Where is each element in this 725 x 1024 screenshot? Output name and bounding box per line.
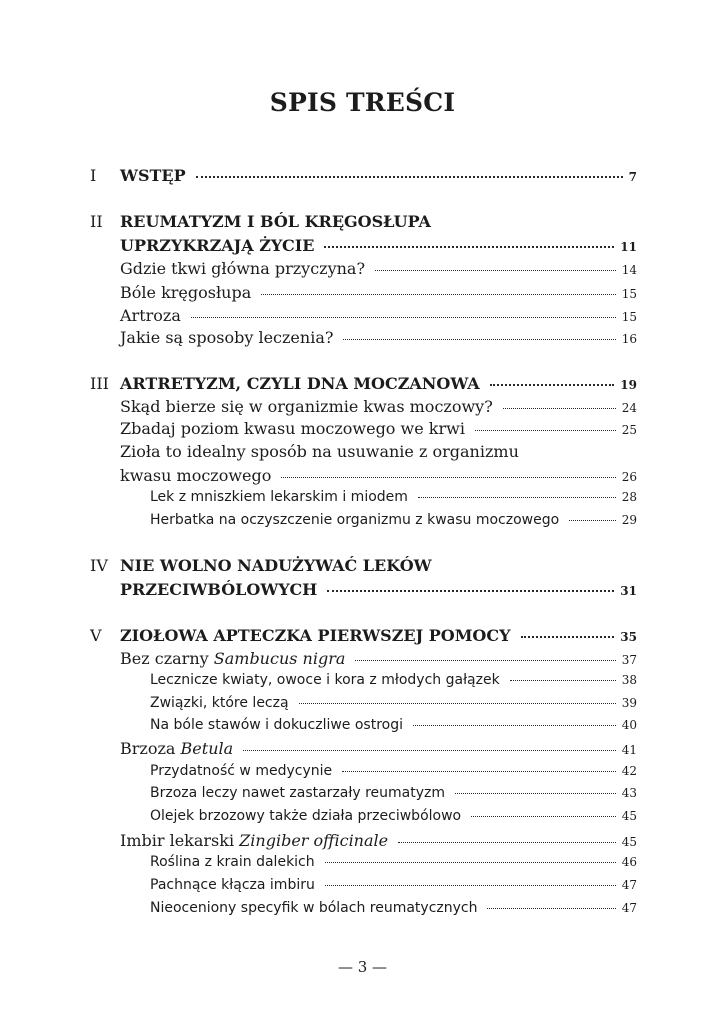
- dot-leader: [413, 725, 616, 726]
- toc-entry[interactable]: Gdzie tkwi główna przyczyna? 14: [120, 259, 637, 278]
- page-number: 45: [621, 809, 637, 823]
- dot-leader: [325, 862, 616, 863]
- dot-leader: [196, 176, 623, 178]
- page-number: 15: [621, 310, 637, 324]
- chapter-heading-line: REUMATYZM I BÓL KRĘGOSŁUPA: [120, 212, 431, 231]
- page-number: 45: [621, 835, 637, 849]
- toc-subentry[interactable]: Lecznicze kwiaty, owoce i kora z młodych gałązek 38: [150, 672, 637, 688]
- dot-leader: [418, 497, 616, 498]
- page-number: 46: [621, 855, 637, 869]
- dot-leader: [324, 246, 614, 248]
- page-number: 24: [621, 401, 637, 415]
- chapter-number: III: [90, 374, 109, 393]
- page-number: 16: [621, 332, 637, 346]
- dot-leader: [490, 384, 615, 386]
- toc-entry[interactable]: Jakie są sposoby leczenia? 16: [120, 328, 637, 347]
- dot-leader: [375, 270, 616, 271]
- page-number: 29: [621, 513, 637, 527]
- chapter-number: I: [90, 166, 97, 185]
- page-number: 19: [620, 378, 637, 392]
- page-number: 26: [621, 470, 637, 484]
- toc-subentry[interactable]: Przydatność w medycynie 42: [150, 763, 637, 779]
- dot-leader: [510, 680, 616, 681]
- page-number: 7: [628, 170, 637, 184]
- page-number: 42: [621, 764, 637, 778]
- toc-entry[interactable]: Skąd bierze się w organizmie kwas moczowy? 24: [120, 397, 637, 416]
- toc-entry[interactable]: Artroza 15: [120, 306, 637, 325]
- latin-name: Betula: [180, 739, 234, 758]
- chapter-number: IV: [90, 556, 108, 575]
- page-number: 11: [620, 240, 637, 254]
- toc-subentry[interactable]: Herbatka na oczyszczenie organizmu z kwasu moczowego 29: [150, 512, 637, 528]
- dot-leader: [343, 339, 615, 340]
- dot-leader: [455, 793, 616, 794]
- toc-entry[interactable]: Brzoza Betula 41: [120, 739, 637, 758]
- dot-leader: [261, 294, 615, 295]
- dot-leader: [471, 816, 616, 817]
- toc-entry[interactable]: ZIOŁOWA APTECZKA PIERWSZEJ POMOCY 35: [120, 626, 637, 645]
- page-number: 31: [620, 584, 637, 598]
- toc-entry[interactable]: WSTĘP 7: [120, 166, 637, 185]
- toc-entry[interactable]: PRZECIWBÓLOWYCH 31: [120, 580, 637, 599]
- toc-entry[interactable]: UPRZYKRZAJĄ ŻYCIE 11: [120, 236, 637, 255]
- latin-name: Zingiber officinale: [239, 831, 389, 850]
- dot-leader: [325, 885, 616, 886]
- toc-subentry[interactable]: Roślina z krain dalekich 46: [150, 854, 637, 870]
- page-number: 40: [621, 718, 637, 732]
- chapter-number: V: [90, 626, 102, 645]
- page-number: 41: [621, 743, 637, 757]
- toc-entry[interactable]: Imbir lekarski Zingiber officinale 45: [120, 831, 637, 850]
- chapter-heading-line: NIE WOLNO NADUŻYWAĆ LEKÓW: [120, 556, 432, 575]
- page-number: 35: [620, 630, 637, 644]
- page-number: 25: [621, 423, 637, 437]
- page-number: 28: [621, 490, 637, 504]
- toc-title: SPIS TREŚCI: [269, 88, 456, 117]
- dot-leader: [487, 908, 615, 909]
- dot-leader: [569, 520, 616, 521]
- page-number: 15: [621, 287, 637, 301]
- dot-leader: [327, 590, 614, 592]
- page-number: 37: [621, 653, 637, 667]
- toc-entry[interactable]: Zbadaj poziom kwasu moczowego we krwi 25: [120, 419, 637, 438]
- dot-leader: [475, 430, 616, 431]
- toc-subentry[interactable]: Związki, które leczą 39: [150, 695, 637, 711]
- toc-entry[interactable]: ARTRETYZM, CZYLI DNA MOCZANOWA 19: [120, 374, 637, 393]
- dot-leader: [342, 771, 616, 772]
- dot-leader: [281, 477, 615, 478]
- page-number: 47: [621, 901, 637, 915]
- latin-name: Sambucus nigra: [213, 649, 346, 668]
- page-number: 14: [621, 263, 637, 277]
- toc-entry[interactable]: kwasu moczowego 26: [120, 466, 637, 485]
- chapter-number: II: [90, 212, 103, 231]
- toc-subentry[interactable]: Na bóle stawów i dokuczliwe ostrogi 40: [150, 717, 637, 733]
- dot-leader: [398, 842, 616, 843]
- toc-subentry[interactable]: Nieoceniony specyfik w bólach reumatycznych 47: [150, 900, 637, 916]
- dot-leader: [521, 636, 615, 638]
- page-number: 47: [621, 878, 637, 892]
- dot-leader: [243, 750, 616, 751]
- dot-leader: [191, 317, 616, 318]
- page-footer-number: — 3 —: [337, 958, 388, 976]
- toc-subentry[interactable]: Olejek brzozowy także działa przeciwbólowo 45: [150, 808, 637, 824]
- dot-leader: [355, 660, 615, 661]
- toc-subentry[interactable]: Lek z mniszkiem lekarskim i miodem 28: [150, 489, 637, 505]
- toc-entry[interactable]: Bez czarny Sambucus nigra 37: [120, 649, 637, 668]
- page-number: 39: [621, 696, 637, 710]
- dot-leader: [503, 408, 616, 409]
- page-number: 43: [621, 786, 637, 800]
- dot-leader: [299, 703, 616, 704]
- entry-line: Zioła to idealny sposób na usuwanie z organizmu: [120, 442, 519, 461]
- toc-subentry[interactable]: Pachnące kłącza imbiru 47: [150, 877, 637, 893]
- page-number: 38: [621, 673, 637, 687]
- toc-entry[interactable]: Bóle kręgosłupa 15: [120, 283, 637, 302]
- toc-subentry[interactable]: Brzoza leczy nawet zastarzały reumatyzm 43: [150, 785, 637, 801]
